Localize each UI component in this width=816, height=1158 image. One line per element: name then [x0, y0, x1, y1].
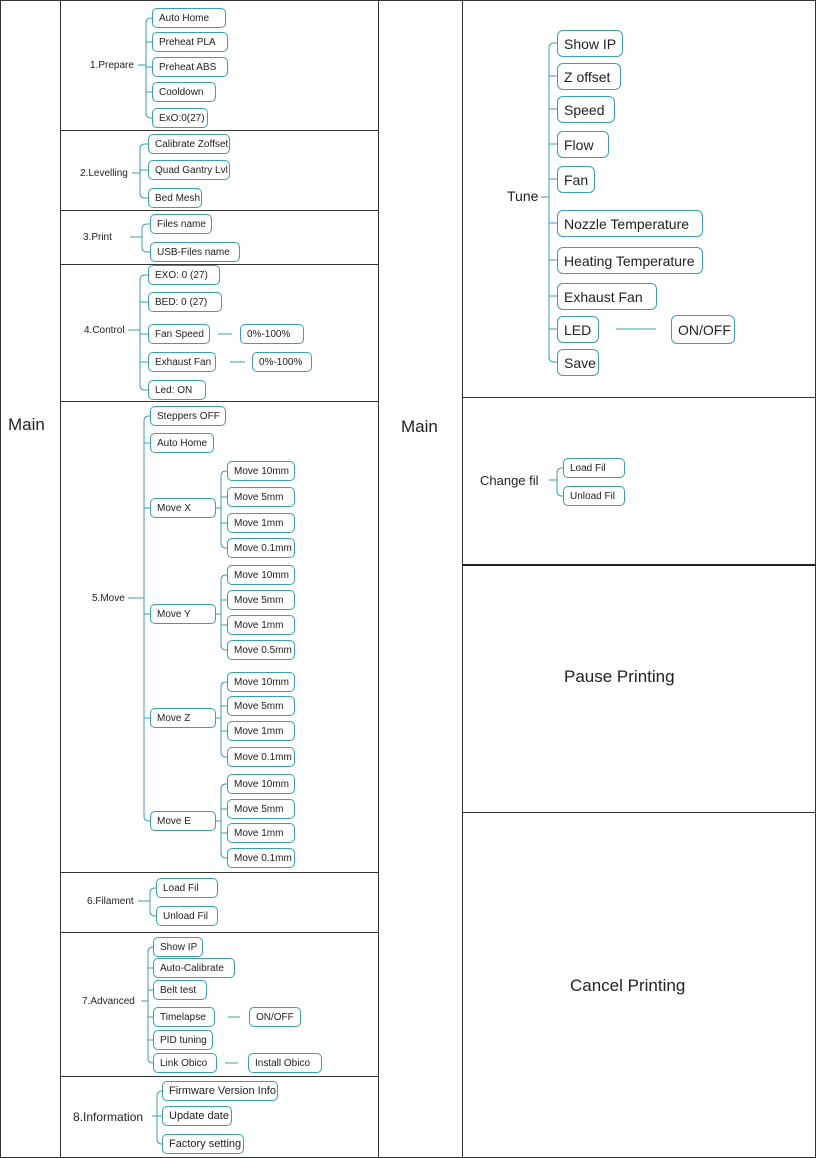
move-z-step-move-10mm: Move 10mm [227, 672, 295, 692]
tune-item-heating-temperature: Heating Temperature [557, 247, 703, 274]
information-item-update-date: Update date [162, 1106, 232, 1126]
obico-value: Install Obico [248, 1053, 322, 1073]
prepare-item-exo-0-27: ExO:0(27) [152, 108, 208, 128]
move-axis-e: Move E [150, 811, 216, 831]
tune-item-z-offset: Z offset [557, 63, 621, 90]
move-axis-z: Move Z [150, 708, 216, 728]
move-e-step-move-10mm: Move 10mm [227, 774, 295, 794]
led-value: ON/OFF [671, 315, 735, 344]
move-axis-y: Move Y [150, 604, 216, 624]
move-axis-x: Move X [150, 498, 216, 518]
move-cell [60, 401, 379, 873]
tune-label: Tune [507, 188, 539, 204]
advanced-item-timelapse: Timelapse [153, 1007, 215, 1027]
right-main-label: Main [401, 417, 438, 436]
prepare-item-cooldown: Cooldown [152, 82, 216, 102]
move-y-step-move-5mm: Move 5mm [227, 590, 295, 610]
exhaust-fan-value: 0%-100% [252, 352, 312, 372]
fan-speed-value: 0%-100% [240, 324, 304, 344]
prepare-item-preheat-abs: Preheat ABS [152, 57, 228, 77]
advanced-item-link-obico: Link Obico [153, 1053, 217, 1073]
tune-item-led: LED [557, 316, 599, 343]
move-y-step-move-1mm: Move 1mm [227, 615, 295, 635]
tune-item-flow: Flow [557, 131, 609, 158]
levelling-item-quad-gantry-lvl: Quad Gantry Lvl [148, 160, 230, 180]
prepare-item-auto-home: Auto Home [152, 8, 226, 28]
tune-item-exhaust-fan: Exhaust Fan [557, 283, 657, 310]
move-z-step-move-1mm: Move 1mm [227, 721, 295, 741]
levelling-item-bed-mesh: Bed Mesh [148, 188, 202, 208]
pause-cell [462, 564, 816, 813]
print-label: 3.Print [83, 232, 112, 243]
tune-item-nozzle-temperature: Nozzle Temperature [557, 210, 703, 237]
levelling-item-calibrate-zoffset: Calibrate Zoffset [148, 134, 230, 154]
move-y-step-move-10mm: Move 10mm [227, 565, 295, 585]
advanced-item-show-ip: Show IP [153, 937, 203, 957]
tune-item-fan: Fan [557, 166, 595, 193]
right-main-cell [378, 0, 463, 1158]
print-item-usb-files-name: USB-Files name [150, 242, 240, 262]
cancel-printing-label: Cancel Printing [570, 976, 686, 995]
control-item-exo-0-27: EXO: 0 (27) [148, 265, 220, 285]
control-label: 4.Control [84, 325, 125, 336]
filament-item-load-fil: Load Fil [156, 878, 218, 898]
advanced-item-pid-tuning: PID tuning [153, 1030, 213, 1050]
move-y-step-move-0-5mm: Move 0.5mm [227, 640, 295, 660]
control-item-exhaust-fan: Exhaust Fan [148, 352, 216, 372]
advanced-item-auto-calibrate: Auto-Calibrate [153, 958, 235, 978]
control-item-bed-0-27: BED: 0 (27) [148, 292, 222, 312]
information-item-factory-setting: Factory setting [162, 1134, 244, 1154]
control-item-led-on: Led: ON [148, 380, 206, 400]
tune-item-save: Save [557, 349, 599, 376]
filament-label: 6.Filament [87, 896, 134, 907]
move-z-step-move-5mm: Move 5mm [227, 696, 295, 716]
move-z-step-move-0-1mm: Move 0.1mm [227, 747, 295, 767]
advanced-item-belt-test: Belt test [153, 980, 207, 1000]
prepare-label: 1.Prepare [90, 60, 134, 71]
control-item-fan-speed: Fan Speed [148, 324, 210, 344]
move-x-step-move-10mm: Move 10mm [227, 461, 295, 481]
information-label: 8.Information [73, 1110, 144, 1124]
move-x-step-move-5mm: Move 5mm [227, 487, 295, 507]
move-e-step-move-0-1mm: Move 0.1mm [227, 848, 295, 868]
move-label: 5.Move [92, 593, 125, 604]
print-item-files-name: Files name [150, 214, 212, 234]
change-fil-label: Change fil [480, 473, 539, 488]
move-x-step-move-1mm: Move 1mm [227, 513, 295, 533]
left-main-cell [0, 0, 61, 1158]
prepare-item-preheat-pla: Preheat PLA [152, 32, 228, 52]
tune-item-show-ip: Show IP [557, 30, 623, 57]
advanced-label: 7.Advanced [82, 996, 135, 1007]
timelapse-value: ON/OFF [249, 1007, 301, 1027]
move-item-steppers-off: Steppers OFF [150, 406, 226, 426]
filament-item-unload-fil: Unload Fil [156, 906, 218, 926]
move-item-auto-home: Auto Home [150, 433, 214, 453]
pause-printing-label: Pause Printing [564, 667, 675, 686]
tune-item-speed: Speed [557, 96, 615, 123]
change-fil-item-load-fil: Load Fil [563, 458, 625, 478]
move-e-step-move-5mm: Move 5mm [227, 799, 295, 819]
change-fil-item-unload-fil: Unload Fil [563, 486, 625, 506]
left-main-label: Main [8, 415, 45, 434]
move-x-step-move-0-1mm: Move 0.1mm [227, 538, 295, 558]
levelling-label: 2.Levelling [80, 168, 128, 179]
information-item-firmware-version-info: Firmware Version Info [162, 1081, 278, 1101]
move-e-step-move-1mm: Move 1mm [227, 823, 295, 843]
